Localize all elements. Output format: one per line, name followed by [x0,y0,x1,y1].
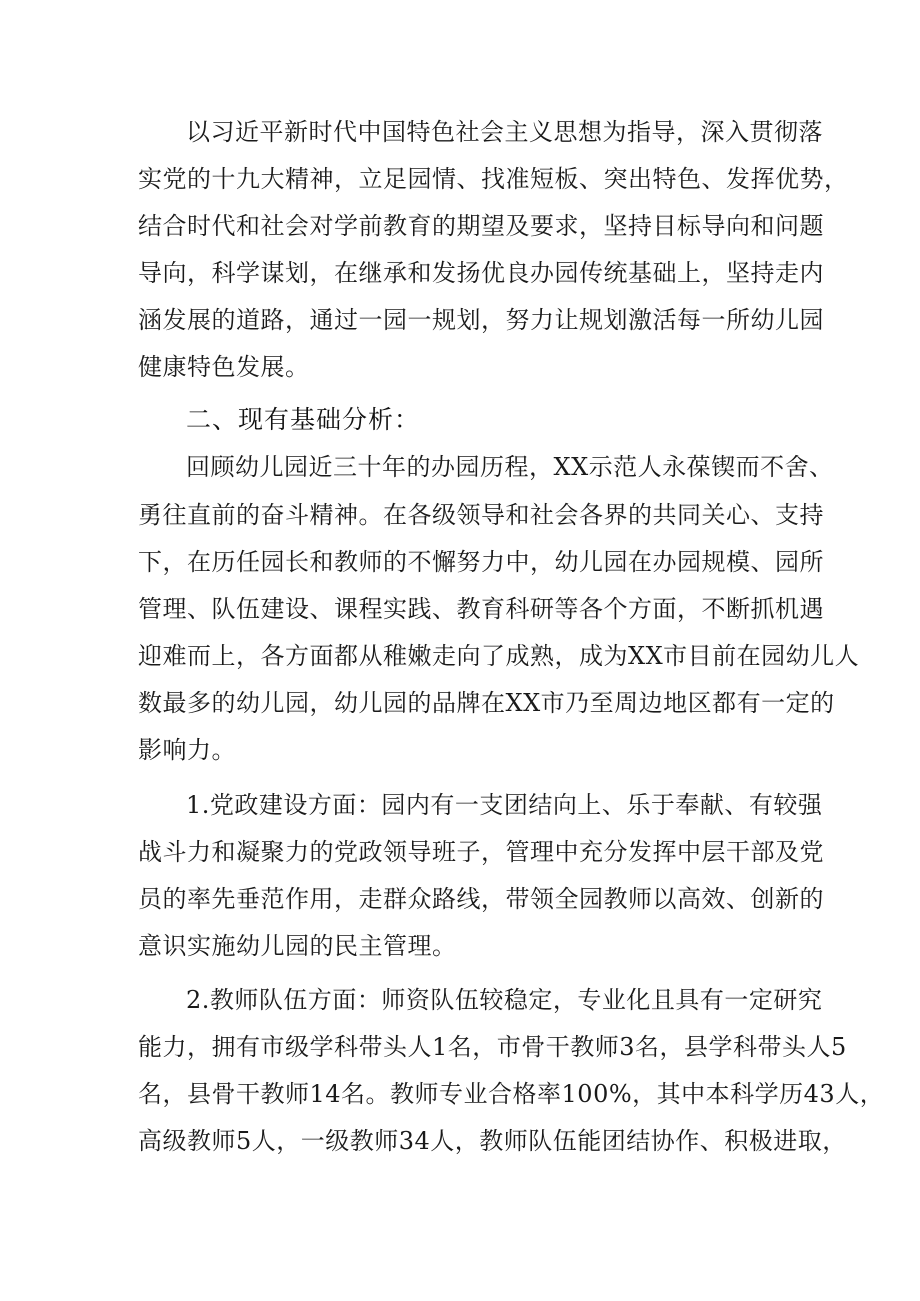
paragraph-4-line-1: 2.教师队伍方面：师资队伍较稳定，专业化且具有一定研究 [186,986,823,1014]
paragraph-2-line-7: 影响力。 [138,736,236,764]
paragraph-1-line-3: 结合时代和社会对学前教育的期望及要求，坚持目标导向和问题 [138,212,824,240]
paragraph-1-line-6: 健康特色发展。 [138,353,310,381]
paragraph-3-line-3: 员的率先垂范作用，走群众路线，带领全园教师以高效、创新的 [138,885,824,913]
paragraph-2-line-6: 数最多的幼儿园，幼儿园的品牌在XX市乃至周边地区都有一定的 [138,689,835,717]
section-heading: 二、现有基础分析： [186,405,421,434]
paragraph-1-line-5: 涵发展的道路，通过一园一规划，努力让规划激活每一所幼儿园 [138,306,824,334]
paragraph-2-line-1: 回顾幼儿园近三十年的办园历程，XX示范人永葆锲而不舍、 [186,453,834,481]
paragraph-2-line-2: 勇往直前的奋斗精神。在各级领导和社会各界的共同关心、支持 [138,501,824,529]
paragraph-3-line-1: 1.党政建设方面：园内有一支团结向上、乐于奉献、有较强 [186,791,823,819]
paragraph-2-line-4: 管理、队伍建设、课程实践、教育科研等各个方面，不断抓机遇 [138,595,824,623]
paragraph-4-line-2: 能力，拥有市级学科带头人1名，市骨干教师3名，县学科带头人5 [138,1033,847,1061]
paragraph-1-line-1: 以习近平新时代中国特色社会主义思想为指导，深入贯彻落 [186,118,823,146]
paragraph-3-line-4: 意识实施幼儿园的民主管理。 [138,932,457,960]
paragraph-1-line-4: 导向，科学谋划，在继承和发扬优良办园传统基础上，坚持走内 [138,259,824,287]
paragraph-4-line-3: 名，县骨干教师14名。教师专业合格率100%，其中本科学历43人， [138,1080,885,1108]
paragraph-3-line-2: 战斗力和凝聚力的党政领导班子，管理中充分发挥中层干部及党 [138,838,824,866]
paragraph-2-line-3: 下，在历任园长和教师的不懈努力中，幼儿园在办园规模、园所 [138,548,824,576]
paragraph-2-line-5: 迎难而上，各方面都从稚嫩走向了成熟，成为XX市目前在园幼儿人 [138,642,860,670]
paragraph-4-line-4: 高级教师5人，一级教师34人，教师队伍能团结协作、积极进取， [138,1127,847,1155]
paragraph-1-line-2: 实党的十九大精神，立足园情、找准短板、突出特色、发挥优势， [138,165,849,193]
